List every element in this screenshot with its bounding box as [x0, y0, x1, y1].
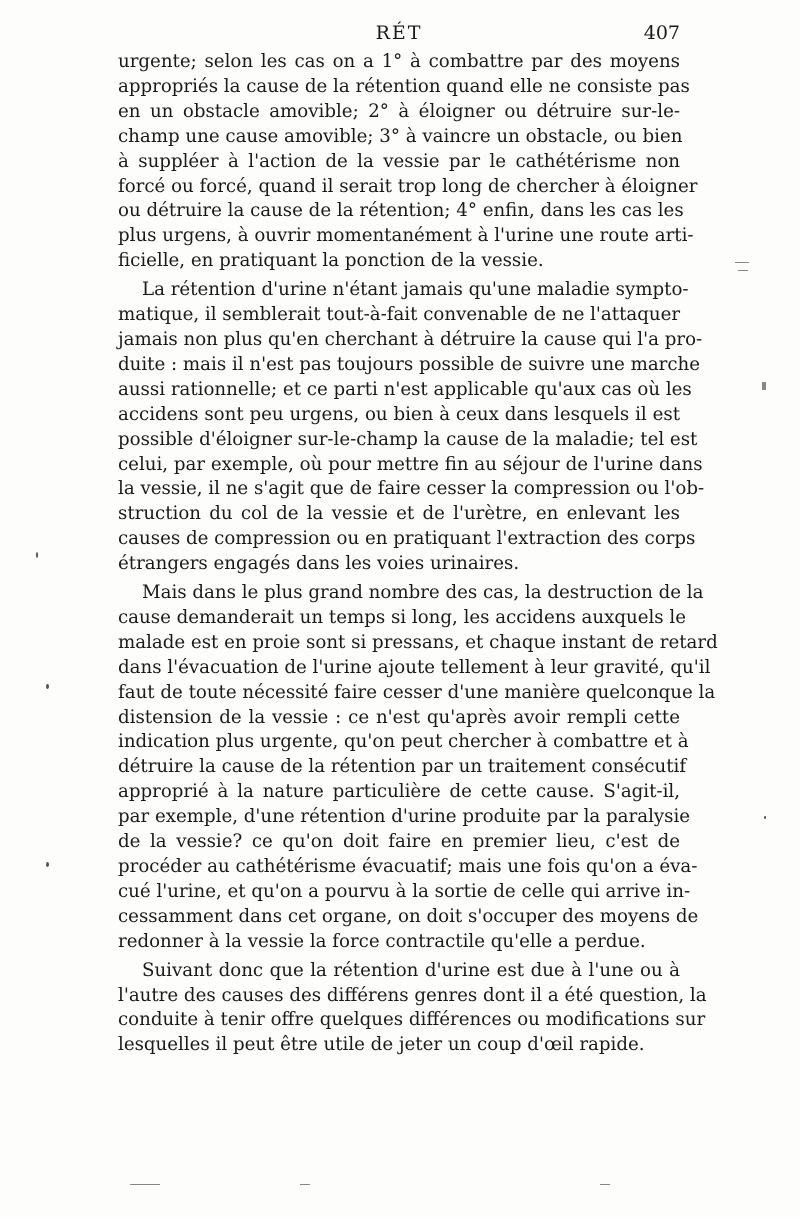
text-line: forcé ou forcé, quand il serait trop long de chercher à éloigner — [118, 175, 698, 197]
text-line: de la vessie? ce qu'on doit faire en premier lieu, c'est de — [118, 831, 680, 853]
text-line: plus urgens, à ouvrir momentanément à l'urine une route arti- — [118, 225, 694, 247]
scan-mark — [764, 816, 766, 819]
text-line: cué l'urine, et qu'on a pourvu à la sortie de celle qui arrive in- — [118, 880, 691, 902]
scan-mark — [762, 382, 766, 390]
text-line: cause demanderait un temps si long, les accidens auxquels le — [118, 606, 686, 628]
text-line: Mais dans le plus grand nombre des cas, la destruction de la — [142, 582, 704, 604]
text-line: par exemple, d'une rétention d'urine produite par la paralysie — [118, 806, 691, 828]
body-text — [118, 50, 718, 1058]
text-line: cessamment dans cet organe, on doit s'occuper des moyens de — [118, 905, 699, 927]
text-line: approprié à la nature particulière de cette cause. S'agit-il, — [118, 781, 680, 803]
text-line: ficielle, en pratiquant la ponction de la vessie. — [118, 250, 544, 272]
text-line: étrangers engagés dans les voies urinaires. — [118, 553, 520, 575]
text-line: détruire la cause de la rétention par un traitement consécutif — [118, 756, 687, 778]
text-line: jamais non plus qu'en cherchant à détruire la cause qui l'a pro- — [118, 328, 703, 350]
scan-mark — [46, 684, 49, 689]
text-line: urgente; selon les cas on a 1° à combattre par des moyens — [118, 51, 680, 72]
text-line: aussi rationnelle; et ce parti n'est applicable qu'aux cas où les — [118, 378, 692, 400]
text-line: struction du col de la vessie et de l'urètre, en enlevant les — [118, 503, 680, 525]
paragraph-3 — [118, 581, 718, 955]
text-line: celui, par exemple, où pour mettre fin au séjour de l'urine dans — [118, 453, 703, 475]
page-number: 407 — [643, 22, 680, 44]
scan-mark — [738, 270, 748, 271]
text-line: malade est en proie sont si pressans, et chaque instant de retard — [118, 631, 718, 653]
text-line: procéder au cathétérisme évacuatif; mais une fois qu'on a éva- — [118, 856, 698, 877]
text-line: Suivant donc que la rétention d'urine est due à l'une ou à — [142, 959, 680, 981]
paragraph-1 — [118, 50, 698, 274]
text-line: l'autre des causes des différens genres dont il a été question, la — [118, 984, 707, 1006]
text-line: lesquelles il peut être utile de jeter un coup d'œil rapide. — [118, 1034, 645, 1056]
text-line: la vessie, il ne s'agit que de faire cesser la compression ou l'ob- — [118, 478, 705, 500]
scan-mark — [130, 1184, 160, 1185]
text-line: duite : mais il n'est pas toujours possible de suivre une marche — [118, 353, 701, 375]
paragraph-2 — [118, 278, 705, 577]
text-line: à suppléer à l'action de la vessie par le cathétérisme non — [118, 150, 680, 172]
scan-mark — [36, 552, 38, 558]
text-line: La rétention d'urine n'étant jamais qu'une maladie sympto- — [142, 279, 689, 301]
scan-mark — [46, 862, 49, 867]
text-line: en un obstacle amovible; 2° à éloigner ou détruire sur-le- — [118, 100, 680, 122]
text-line: conduite à tenir offre quelques différences ou modifications sur — [118, 1009, 706, 1031]
text-line: dans l'évacuation de l'urine ajoute tellement à leur gravité, qu'il — [118, 656, 711, 678]
scan-mark — [300, 1184, 310, 1185]
text-line: ou détruire la cause de la rétention; 4° enfin, dans les cas les — [118, 200, 684, 222]
text-line: redonner à la vessie la force contractile qu'elle a perdue. — [118, 930, 646, 952]
scan-mark — [735, 262, 749, 263]
text-line: distension de la vessie : ce n'est qu'après avoir rempli cette — [118, 706, 680, 728]
running-head: RÉT — [375, 22, 423, 44]
text-line: causes de compression ou en pratiquant l'extraction des corps — [118, 528, 696, 550]
text-line: possible d'éloigner sur-le-champ la cause de la maladie; tel est — [118, 428, 698, 450]
text-line: faut de toute nécessité faire cesser d'une manière quelconque la — [118, 681, 716, 703]
text-line: accidens sont peu urgens, ou bien à ceux dans lesquels il est — [118, 403, 680, 425]
text-line: appropriés la cause de la rétention quand elle ne consiste pas — [118, 75, 690, 97]
page-header — [118, 22, 680, 48]
paragraph-4 — [118, 959, 707, 1059]
scan-mark — [600, 1184, 610, 1185]
text-line: matique, il semblerait tout-à-fait convenable de ne l'attaquer — [118, 304, 681, 326]
text-line: indication plus urgente, qu'on peut chercher à combattre et à — [118, 731, 689, 753]
text-line: champ une cause amovible; 3° à vaincre un obstacle, ou bien — [118, 125, 683, 147]
